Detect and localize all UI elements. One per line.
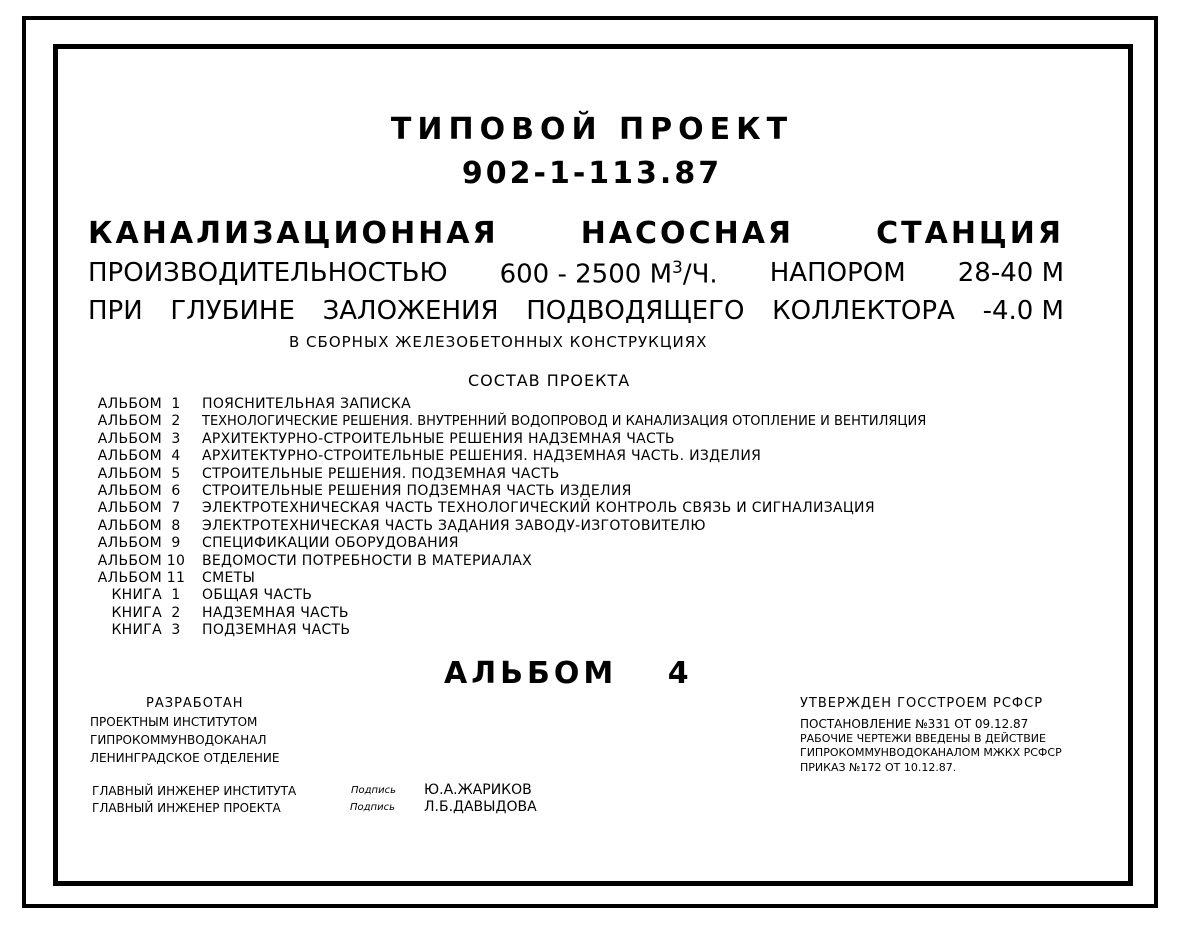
depth-value: -4.0 М <box>982 296 1064 326</box>
approved-line-2: РАБОЧИЕ ЧЕРТЕЖИ ВВЕДЕНЫ В ДЕЙСТВИЕ <box>800 732 1046 745</box>
album-list <box>86 396 926 640</box>
project-title: ТИПОВОЙ ПРОЕКТ <box>390 112 794 147</box>
depth-word-1: ПРИ <box>88 296 143 326</box>
composition-title: СОСТАВ ПРОЕКТА <box>468 371 631 390</box>
signature-name-1: Ю.А.ЖАРИКОВ <box>424 782 532 798</box>
list-item: АЛЬБОМ 11 СМЕТЫ <box>97 570 256 587</box>
developed-line-1: ПРОЕКТНЫМ ИНСТИТУТОМ <box>90 715 258 729</box>
list-item: КНИГА 1 ОБЩАЯ ЧАСТЬ <box>111 587 313 604</box>
signature-mark-1: Подпись <box>351 785 396 796</box>
subject-word-2: НАСОСНАЯ <box>580 216 795 251</box>
head-value: 28-40 М <box>957 258 1064 288</box>
capacity-line <box>88 258 1064 290</box>
album-label-number: 4 <box>667 656 693 691</box>
project-number: 902-1-113.87 <box>461 156 723 191</box>
album-label-word: АЛЬБОМ <box>444 656 618 691</box>
depth-word-4: ПОДВОДЯЩЕГО <box>526 296 745 326</box>
capacity-label: ПРОИЗВОДИТЕЛЬНОСТЬЮ <box>88 258 448 288</box>
developed-line-3: ЛЕНИНГРАДСКОЕ ОТДЕЛЕНИЕ <box>90 751 280 765</box>
list-item: АЛЬБОМ 6 СТРОИТЕЛЬНЫЕ РЕШЕНИЯ ПОДЗЕМНАЯ ЧАСТЬ ИЗДЕЛИЯ <box>97 483 632 500</box>
album-label <box>444 656 693 691</box>
subject-word-3: СТАНЦИЯ <box>876 216 1064 251</box>
list-item: АЛЬБОМ 9 СПЕЦИФИКАЦИИ ОБОРУДОВАНИЯ <box>97 535 459 552</box>
list-item: АЛЬБОМ 1 ПОЯСНИТЕЛЬНАЯ ЗАПИСКА <box>97 396 412 412</box>
approved-heading: УТВЕРЖДЕН ГОССТРОЕМ РСФСР <box>800 696 1044 711</box>
subject-line <box>88 216 1064 251</box>
depth-word-2: ГЛУБИНЕ <box>170 296 295 326</box>
construction-note: В СБОРНЫХ ЖЕЛЕЗОБЕТОННЫХ КОНСТРУКЦИЯХ <box>289 333 708 351</box>
developed-heading: РАЗРАБОТАН <box>146 696 244 711</box>
list-item: АЛЬБОМ 5 СТРОИТЕЛЬНЫЕ РЕШЕНИЯ. ПОДЗЕМНАЯ ЧАСТЬ <box>97 465 560 482</box>
list-item: КНИГА 2 НАДЗЕМНАЯ ЧАСТЬ <box>111 604 349 621</box>
signature-mark-2: Подпись <box>350 802 395 813</box>
signature-name-2: Л.Б.ДАВЫДОВА <box>424 799 537 815</box>
subject-word-1: КАНАЛИЗАЦИОННАЯ <box>88 216 499 251</box>
depth-word-5: КОЛЛЕКТОРА <box>772 296 955 326</box>
approved-line-4: ПРИКАЗ №172 ОТ 10.12.87. <box>800 761 957 774</box>
list-item: АЛЬБОМ 8 ЭЛЕКТРОТЕХНИЧЕСКАЯ ЧАСТЬ ЗАДАНИЯ ЗАВОДУ-ИЗГОТОВИТЕЛЮ <box>97 517 706 534</box>
signature-role-1: ГЛАВНЫЙ ИНЖЕНЕР ИНСТИТУТА <box>92 784 297 798</box>
list-item: АЛЬБОМ 3 АРХИТЕКТУРНО-СТРОИТЕЛЬНЫЕ РЕШЕНИЯ НАДЗЕМНАЯ ЧАСТЬ <box>97 430 675 447</box>
list-item: АЛЬБОМ 7 ЭЛЕКТРОТЕХНИЧЕСКАЯ ЧАСТЬ ТЕХНОЛОГИЧЕСКИЙ КОНТРОЛЬ СВЯЗЬ И СИГНАЛИЗАЦИЯ <box>97 500 875 517</box>
list-item: АЛЬБОМ 2 ТЕХНОЛОГИЧЕСКИЕ РЕШЕНИЯ. ВНУТРЕННИЙ ВОДОПРОВОД И КАНАЛИЗАЦИЯ ОТОПЛЕНИЕ И ВЕНТИЛЯЦИЯ <box>97 413 927 430</box>
depth-word-3: ЗАЛОЖЕНИЯ <box>322 296 499 326</box>
capacity-value: 600 - 2500 $М^3/Ч$. <box>499 258 718 290</box>
list-item: КНИГА 3 ПОДЗЕМНАЯ ЧАСТЬ <box>111 622 351 639</box>
approved-line-1: ПОСТАНОВЛЕНИЕ №331 ОТ 09.12.87 <box>800 717 1029 731</box>
depth-line <box>88 296 1064 326</box>
developed-line-2: ГИПРОКОММУНВОДОКАНАЛ <box>90 733 267 747</box>
head-label: НАПОРОМ <box>769 258 906 288</box>
approved-line-3: ГИПРОКОММУНВОДОКАНАЛОМ МЖКХ РСФСР <box>800 746 1062 759</box>
list-item: АЛЬБОМ 4 АРХИТЕКТУРНО-СТРОИТЕЛЬНЫЕ РЕШЕНИЯ. НАДЗЕМНАЯ ЧАСТЬ. ИЗДЕЛИЯ <box>97 448 762 465</box>
list-item: АЛЬБОМ 10 ВЕДОМОСТИ ПОТРЕБНОСТИ В МАТЕРИАЛАХ <box>97 552 533 569</box>
signature-role-2: ГЛАВНЫЙ ИНЖЕНЕР ПРОЕКТА <box>92 801 281 815</box>
